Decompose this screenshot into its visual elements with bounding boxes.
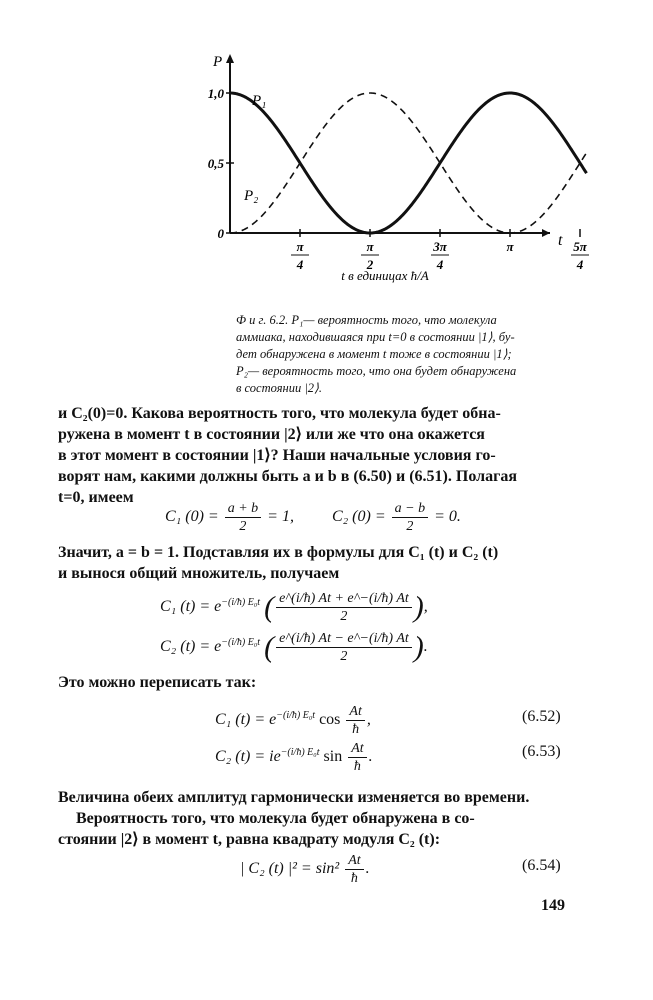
eq-lhs: C₁ (t) = e (215, 711, 277, 729)
eq-end: . (423, 638, 428, 656)
x-tick-denominator: 4 (436, 257, 444, 272)
x-axis-arrow (542, 229, 550, 237)
y-axis-label: P (213, 54, 223, 70)
text-line: Величина обеих амплитуд гармонически изменяется во времени. (58, 789, 530, 806)
x-tick-denominator: 4 (296, 257, 304, 272)
fraction-denominator: 2 (406, 519, 414, 534)
x-tick-numerator: π (296, 239, 304, 254)
fraction-numerator: At (345, 852, 363, 870)
eq-c2-lhs: C₂ (0) = (331, 508, 386, 526)
eq-end: . (365, 860, 370, 878)
x-axis-end-label: t (558, 232, 563, 249)
fraction-numerator: a − b (392, 500, 428, 518)
x-tick-denominator: 2 (366, 257, 374, 272)
text-line: и вынося общий множитель, получаем (58, 565, 340, 582)
equation-c1-exponential (160, 590, 428, 625)
fraction-denominator: ħ (352, 722, 360, 737)
eq-c1-lhs: C₁ (0) = (165, 508, 219, 526)
fraction (346, 703, 364, 738)
fraction-denominator: 2 (340, 649, 348, 664)
x-axis-label: t в единицах ħ/A (341, 268, 429, 283)
paragraph-substitution (58, 542, 576, 584)
series-p2-label: P₂ (244, 188, 259, 204)
eq-function: cos (319, 711, 341, 729)
fraction-numerator: e^(i/ħ) At − e^−(i/ħ) At (276, 630, 412, 648)
y-tick-label: 0 (217, 226, 224, 241)
paragraph-probability (58, 808, 576, 850)
paragraph-harmonic (58, 787, 576, 808)
x-tick-numerator: 3π (433, 239, 447, 254)
text-line: Вероятность того, что молекула будет обнаружена в со- (76, 810, 475, 827)
text-line: ружена в момент t в состоянии |2⟩ или же что она окажется (58, 426, 485, 443)
eq-exponent: −(i/ħ) E₀t (221, 636, 261, 648)
caption-line: аммиака, находившаяся при t=0 в состоянии |1⟩, бу- (236, 330, 515, 344)
text-line: ворят нам, какими должны быть a и b в (6.50) и (6.51). Полагая (58, 468, 517, 485)
fraction-numerator: a + b (225, 500, 261, 518)
fraction (348, 740, 366, 775)
equation-initial-values (165, 500, 461, 535)
fraction-numerator: e^(i/ħ) At + e^−(i/ħ) At (276, 590, 412, 608)
caption-line: P₂— вероятность того, что она будет обнаружена (236, 364, 517, 378)
page-number: 149 (541, 897, 565, 914)
text-line: и C₂(0)=0. Какова вероятность того, что молекула будет обна- (58, 405, 501, 422)
paren-close: ) (413, 590, 424, 624)
caption-line: дет обнаружена в момент t тоже в состоянии |1⟩; (236, 347, 512, 361)
paragraph-rewrite (58, 672, 576, 693)
eq-lhs: C₂ (t) = e (160, 638, 222, 656)
eq-exponent: −(i/ħ) E₀t (280, 746, 320, 758)
eq-end: , (366, 711, 371, 729)
text-line: стоянии |2⟩ в момент t, равна квадрату модуля C₂ (t): (58, 831, 441, 848)
series-p1-line (230, 93, 587, 233)
fraction-denominator: ħ (350, 871, 358, 886)
y-tick-label: 1,0 (207, 86, 224, 101)
eq-end: , (423, 598, 428, 616)
equation-6-53 (215, 740, 373, 775)
x-tick-denominator: 4 (576, 257, 584, 272)
eq-exponent: −(i/ħ) E₀t (276, 709, 316, 721)
series-p2-line (230, 93, 587, 233)
x-tick-numerator: 5π (573, 239, 587, 254)
fraction (392, 500, 428, 535)
fraction (225, 500, 261, 535)
probability-figure (195, 48, 587, 288)
caption-line: Ф и г. 6.2. P₁— вероятность того, что молекула (236, 313, 497, 327)
series-p1-label: P₁ (252, 93, 267, 109)
eq-lhs: C₂ (t) = ie (215, 748, 281, 766)
x-tick-numerator: π (366, 239, 374, 254)
fraction-denominator: ħ (353, 759, 361, 774)
eq-c1-rhs: = 1, (267, 508, 294, 526)
text-line: t=0, имеем (58, 489, 134, 506)
fraction-numerator: At (346, 703, 364, 721)
text-line: Значит, a = b = 1. Подставляя их в формулы для C₁ (t) и C₂ (t) (58, 544, 499, 561)
equation-6-52 (215, 703, 371, 738)
paragraph-initial-conditions (58, 403, 576, 508)
fraction (276, 630, 412, 665)
fraction (345, 852, 363, 887)
text-line: Это можно переписать так: (58, 674, 257, 691)
caption-line: в состоянии |2⟩. (236, 381, 323, 395)
paren-close: ) (413, 630, 424, 664)
paren-open: ( (264, 630, 275, 664)
fraction-denominator: 2 (239, 519, 247, 534)
equation-c2-exponential (160, 630, 428, 665)
eq-c2-rhs: = 0. (434, 508, 461, 526)
equation-6-54 (240, 852, 370, 887)
paren-open: ( (264, 590, 275, 624)
equation-number: (6.52) (522, 708, 561, 725)
y-axis-arrow (226, 54, 234, 63)
x-tick-numerator: π (506, 239, 514, 254)
equation-number: (6.53) (522, 743, 561, 760)
eq-function: sin (323, 748, 343, 766)
text-line: в этот момент в состоянии |1⟩? Наши начальные условия го- (58, 447, 496, 464)
equation-number: (6.54) (522, 857, 561, 874)
figure-caption (236, 312, 576, 397)
eq-end: . (368, 748, 373, 766)
eq-lhs: | C₂ (t) |² = sin² (240, 860, 340, 878)
fraction (276, 590, 412, 625)
eq-lhs: C₁ (t) = e (160, 598, 222, 616)
eq-exponent: −(i/ħ) E₀t (221, 596, 261, 608)
fraction-denominator: 2 (340, 609, 348, 624)
y-tick-label: 0,5 (207, 156, 224, 171)
fraction-numerator: At (348, 740, 366, 758)
